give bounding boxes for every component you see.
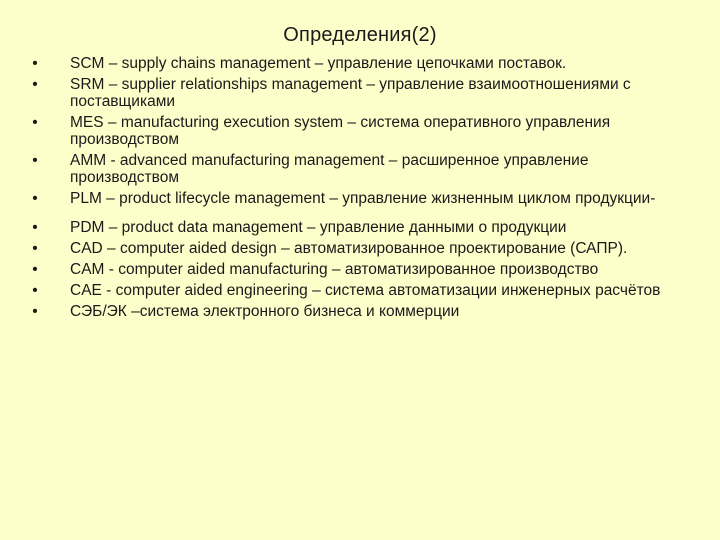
bullet-icon: •: [32, 114, 38, 131]
item-text: СЭБ/ЭК –система электронного бизнеса и коммерции: [70, 303, 460, 320]
slide-title: Определения(2): [283, 24, 437, 46]
item-text: CAD – computer aided design – автоматизированное проектирование (САПР).: [70, 240, 628, 257]
bullet-icon: •: [32, 219, 38, 236]
bullet-icon: •: [32, 152, 38, 169]
bullet-icon: •: [32, 55, 38, 72]
item-text: AMM - advanced manufacturing management – расширенное управление производством: [70, 152, 589, 186]
item-text: SCM – supply chains management – управление цепочками поставок.: [70, 55, 567, 72]
bullet-icon: •: [32, 261, 38, 278]
list-item: [28, 55, 698, 72]
bullet-icon: •: [32, 303, 38, 320]
bullet-icon: •: [32, 282, 38, 299]
item-text: PLM – product lifecycle management – управление жизненным циклом продукции-: [70, 190, 656, 207]
definition-list: [28, 55, 698, 324]
list-item: [28, 190, 698, 207]
item-text: PDM – product data management – управление данными о продукции: [70, 219, 567, 236]
item-text: CAM - computer aided manufacturing – автоматизированное производство: [70, 261, 599, 278]
list-item: [28, 261, 698, 278]
bullet-icon: •: [32, 76, 38, 93]
list-item: [28, 76, 698, 110]
item-text: SRM – supplier relationships management – управление взаимоотношениями с поставщиками: [70, 76, 631, 110]
list-item: [28, 303, 698, 320]
item-text: MES – manufacturing execution system – система оперативного управления производством: [70, 114, 611, 148]
item-text: CAE - computer aided engineering – система автоматизации инженерных расчётов: [70, 282, 661, 299]
list-item: [28, 219, 698, 236]
bullet-icon: •: [32, 190, 38, 207]
list-item: [28, 114, 698, 148]
list-item: [28, 282, 698, 299]
list-item: [28, 152, 698, 186]
list-item: [28, 240, 698, 257]
bullet-icon: •: [32, 240, 38, 257]
